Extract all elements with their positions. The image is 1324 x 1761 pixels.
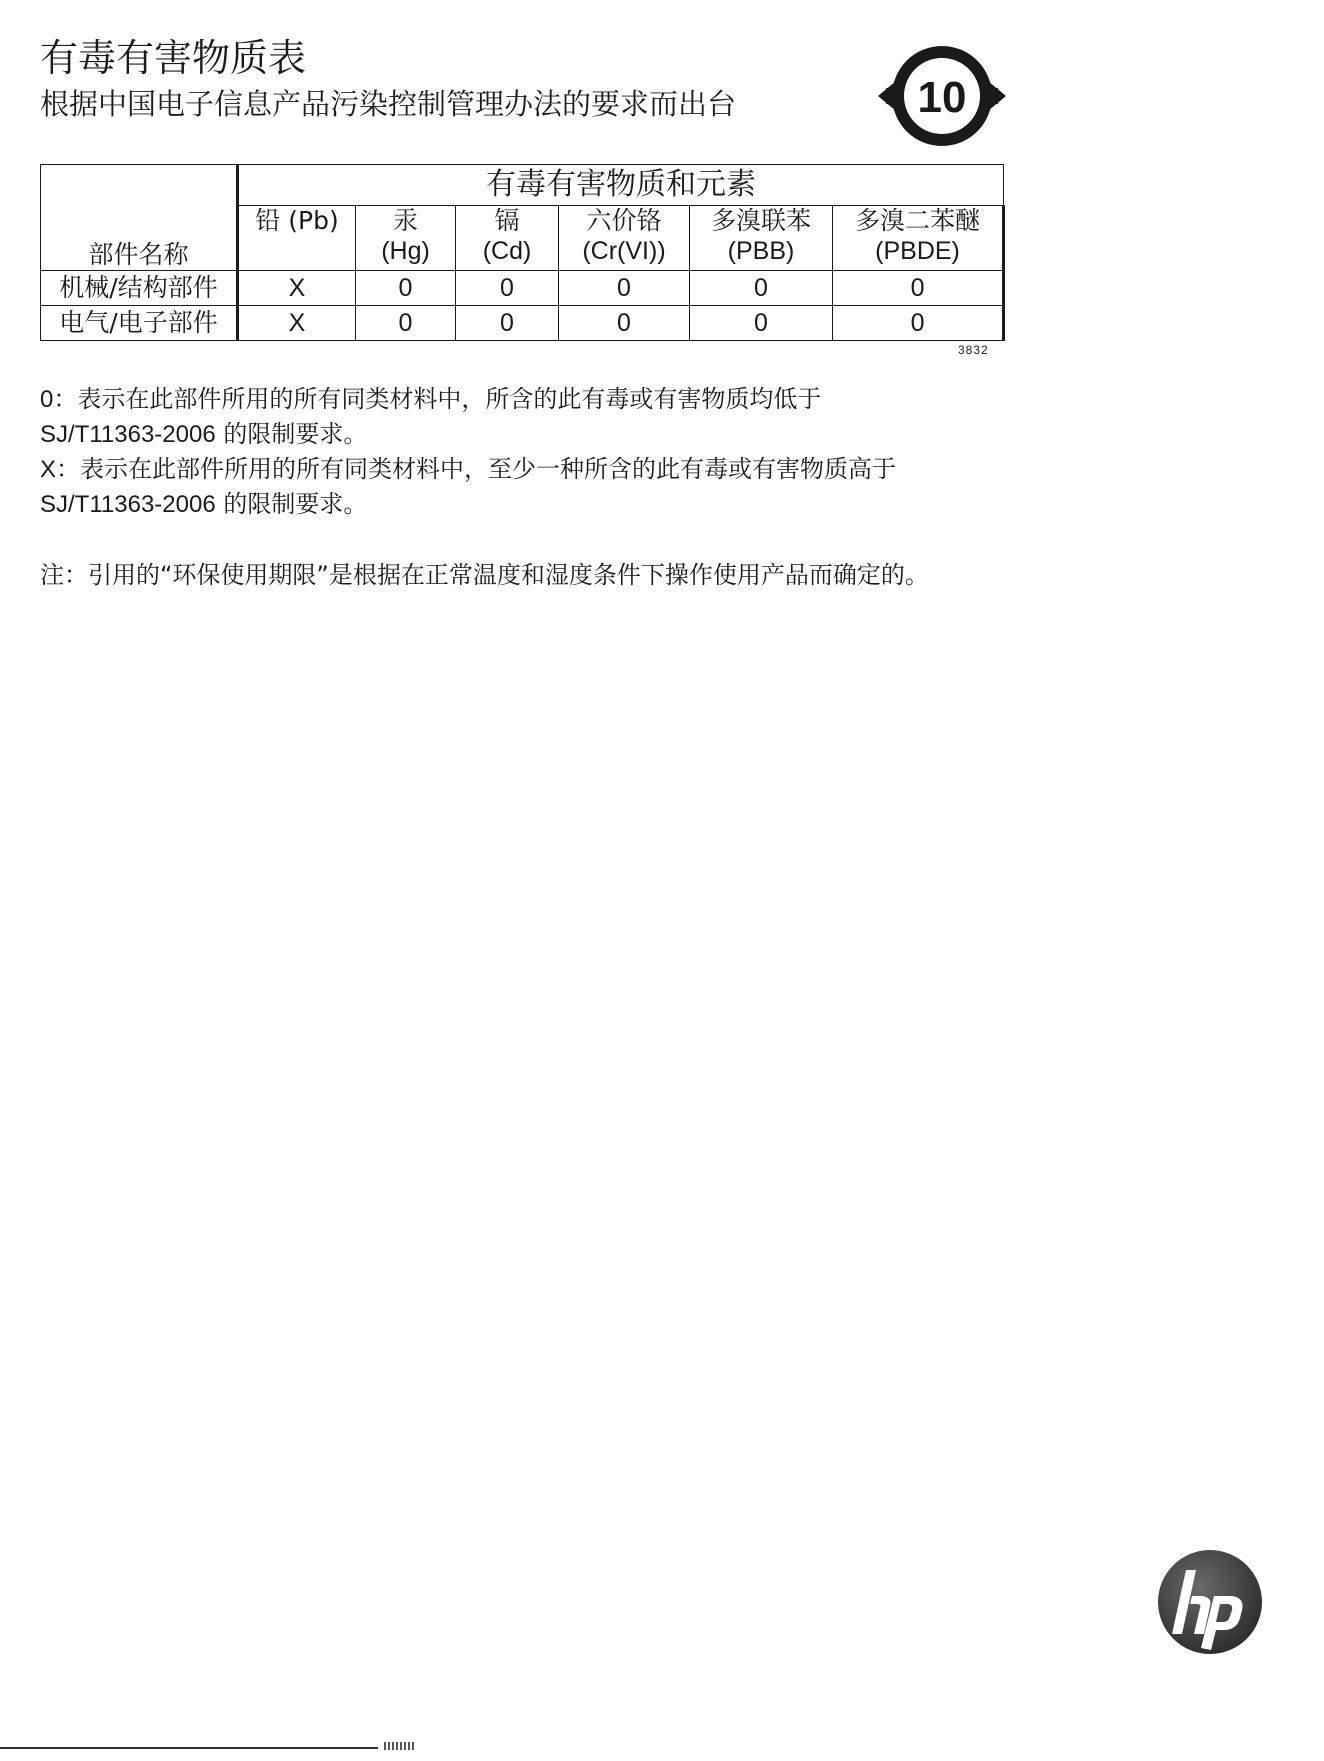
column-header-hg [356, 206, 456, 271]
column-header-line: 汞 [392, 206, 418, 235]
note-symbol: 0 [40, 386, 54, 413]
column-header-line: (Hg) [381, 237, 430, 265]
table-cell: 0 [456, 271, 559, 306]
note-text: ：表示在此部件所用的所有同类材料中，至少一种所含的此有毒或有害物质高于 [56, 455, 897, 483]
row-part-name: 电气/电子部件 [41, 306, 238, 341]
column-header-cd [456, 206, 559, 271]
note-x-line2 [40, 487, 367, 522]
column-header-line: 镉 [494, 206, 520, 235]
table-cell: X [238, 306, 356, 341]
table-cell: 0 [356, 306, 456, 341]
table-cell: X [238, 271, 356, 306]
substance-group-header: 有毒有害物质和元素 [238, 165, 1004, 206]
table-row [41, 306, 1004, 341]
note-x-line1 [40, 452, 896, 487]
row-part-name: 机械/结构部件 [41, 271, 238, 306]
note-zero-line1 [40, 382, 821, 417]
footer-mark [384, 1742, 414, 1750]
column-header-line: (Cd) [482, 237, 532, 265]
table-cell: 0 [456, 306, 559, 341]
table-cell: 0 [833, 306, 1004, 341]
part-name-header: 部件名称 [41, 165, 238, 271]
column-header-cr6 [559, 206, 690, 271]
table-cell: 0 [559, 306, 690, 341]
column-header-line: (Cr(VI)) [582, 237, 666, 265]
table-cell: 0 [690, 271, 833, 306]
efup-value: 10 [917, 73, 967, 122]
note-text: 的限制要求。 [215, 420, 368, 448]
document-number: 3832 [958, 343, 989, 357]
hazardous-substance-table [40, 164, 1005, 341]
column-header-line: 多溴二苯醚 [855, 206, 981, 235]
table-cell: 0 [690, 306, 833, 341]
footer-rule [0, 1747, 378, 1749]
column-header-line: (PBB) [727, 237, 795, 265]
column-header-line: 六价铬 [586, 206, 662, 235]
table-row [41, 271, 1004, 306]
column-header-line: (PBDE) [875, 237, 960, 265]
standard-number: SJ/T11363-2006 [40, 491, 216, 518]
column-header-line: 多溴联苯 [710, 206, 811, 235]
remark-note: 注：引用的“环保使用期限”是根据在正常温度和湿度条件下操作使用产品而确定的。 [40, 561, 929, 589]
standard-number: SJ/T11363-2006 [40, 421, 216, 448]
page-subtitle: 根据中国电子信息产品污染控制管理办法的要求而出台 [40, 87, 737, 121]
table-cell: 0 [559, 271, 690, 306]
column-header-pbb [690, 206, 833, 271]
note-text: ：表示在此部件所用的所有同类材料中，所含的此有毒或有害物质均低于 [53, 385, 822, 413]
table-cell: 0 [833, 271, 1004, 306]
note-text: 的限制要求。 [215, 490, 368, 518]
column-header-line: 铅 (Pb) [255, 206, 339, 235]
note-zero-line2 [40, 417, 367, 452]
note-symbol: X [40, 456, 57, 483]
column-header-pbde [833, 206, 1004, 271]
table-cell: 0 [356, 271, 456, 306]
page-title: 有毒有害物质表 [40, 36, 307, 80]
column-header-pb [238, 206, 356, 271]
efup-10-icon [878, 38, 1006, 152]
hp-logo-icon [1156, 1548, 1264, 1656]
